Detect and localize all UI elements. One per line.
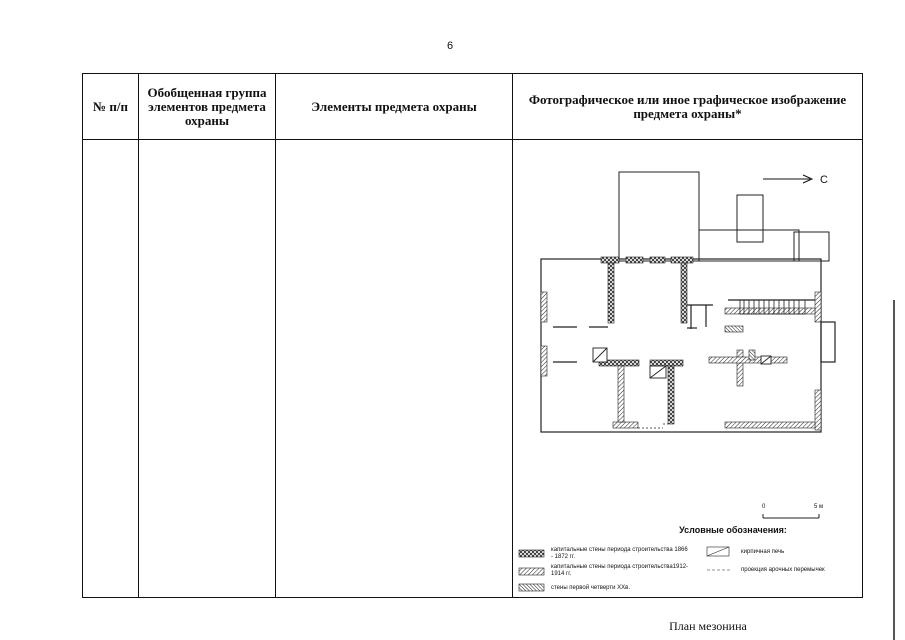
page-edge-shadow bbox=[893, 300, 895, 640]
legend-arch-projection: проекция арочных перемычек bbox=[741, 567, 825, 573]
scale-start-label: 0 bbox=[762, 504, 766, 510]
legend-walls-1912: капитальные стены периода строительства1912-1914 гг. bbox=[551, 564, 689, 577]
arch-projections bbox=[638, 424, 668, 428]
north-label: С bbox=[820, 174, 828, 186]
legend-walls-20c: стены первой четверти ХХв. bbox=[551, 585, 631, 591]
cell-image bbox=[513, 140, 863, 633]
legend-title: Условные обозначения: bbox=[679, 525, 787, 535]
cell-number bbox=[83, 140, 139, 598]
cell-elements bbox=[276, 140, 513, 598]
header-number: № п/п bbox=[83, 74, 139, 140]
header-group: Обобщенная группа элементов предмета охраны bbox=[139, 74, 276, 140]
legend-walls-1866: капитальные стены периода строительства 1866 - 1872 гг. bbox=[551, 547, 688, 560]
north-arrow-icon bbox=[763, 175, 812, 183]
header-image: Фотографическое или иное графическое изображение предмета охраны* bbox=[513, 74, 863, 140]
header-elements: Элементы предмета охраны bbox=[276, 74, 513, 140]
plan-caption: План мезонина bbox=[669, 619, 747, 633]
scale-bar bbox=[763, 514, 819, 518]
upper-wings bbox=[619, 172, 829, 261]
walls-1866 bbox=[599, 257, 693, 424]
cell-group bbox=[139, 140, 276, 598]
protection-subject-table bbox=[82, 73, 863, 633]
legend-brick-stove: кирпичная печь bbox=[741, 549, 785, 555]
page-number: 6 bbox=[446, 40, 454, 52]
right-porch bbox=[821, 322, 835, 362]
scale-end-label: 5 м bbox=[814, 504, 824, 510]
